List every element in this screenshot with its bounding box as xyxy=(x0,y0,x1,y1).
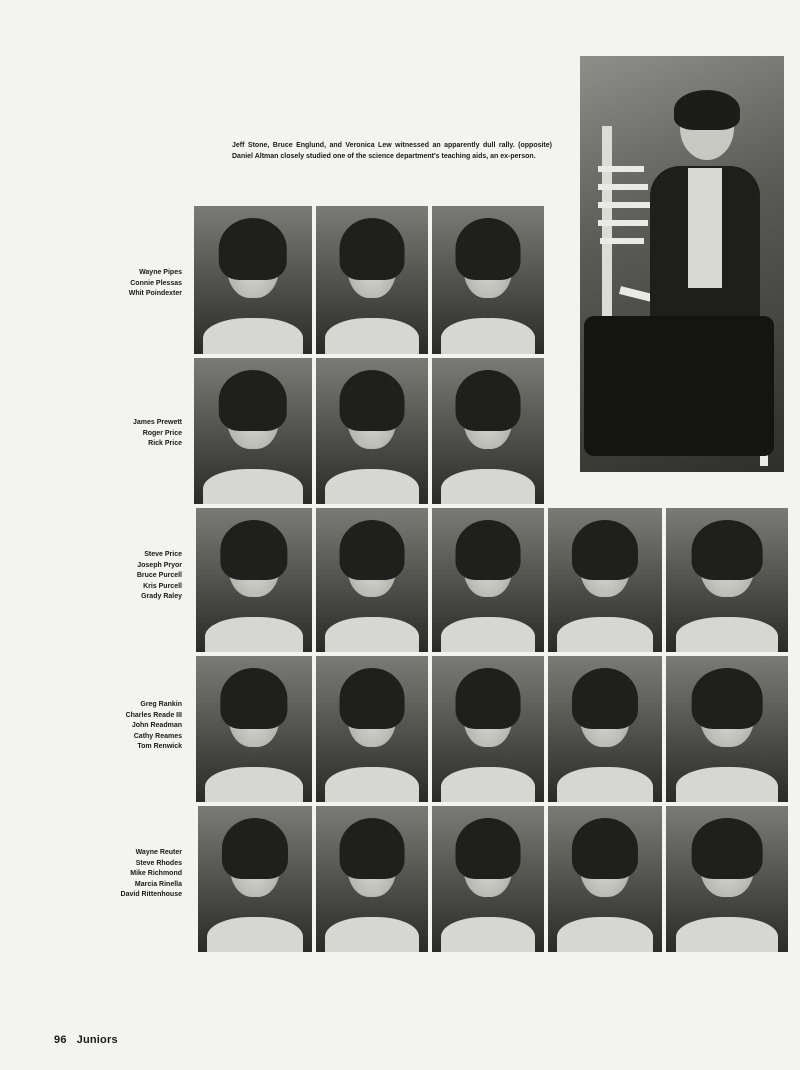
portrait-photo xyxy=(196,508,312,652)
portrait-photo xyxy=(316,206,428,354)
portrait-photo xyxy=(194,358,312,504)
name-list-row-5 xyxy=(62,848,182,901)
student-name: James Prewett xyxy=(132,419,182,426)
portrait-photo xyxy=(432,806,544,952)
portrait-photo xyxy=(198,806,312,952)
section-title: Juniors xyxy=(76,1034,118,1046)
portrait-photo xyxy=(194,206,312,354)
page-number: 96 xyxy=(54,1034,67,1046)
student-name: Tom Renwick xyxy=(137,743,182,750)
portrait-photo xyxy=(432,206,544,354)
portrait-photo xyxy=(432,508,544,652)
student-name: John Readman xyxy=(131,722,182,729)
portrait-photo xyxy=(196,656,312,802)
student-name: Wayne Pipes xyxy=(139,269,182,276)
page-footer xyxy=(54,1034,128,1046)
student-name: Bruce Purcell xyxy=(136,572,182,579)
feature-photo xyxy=(580,56,784,472)
caption: Jeff Stone, Bruce Englund, and Veronica Lew witnessed an apparently dull rally. (opposite) Daniel Altman closely studied one of the science department's teaching aids, an ex-person. xyxy=(232,142,552,160)
student-name: David Rittenhouse xyxy=(120,891,182,898)
student-name: Marcia Rinella xyxy=(134,880,182,888)
portrait-photo xyxy=(666,656,788,802)
name-list-row-3 xyxy=(62,550,182,603)
portrait-photo xyxy=(548,508,662,652)
portrait-photo xyxy=(666,806,788,952)
student-name: Connie Plessas xyxy=(130,279,182,287)
student-name: Steve Rhodes xyxy=(135,859,182,867)
portrait-photo xyxy=(548,806,662,952)
portrait-photo xyxy=(316,806,428,952)
student-name: Wayne Reuter xyxy=(135,849,182,856)
portrait-photo xyxy=(548,656,662,802)
student-name: Whit Poindexter xyxy=(128,290,182,297)
student-name: Roger Price xyxy=(142,429,182,437)
student-name: Mike Richmond xyxy=(130,870,182,877)
student-name: Greg Rankin xyxy=(140,701,182,708)
student-name: Cathy Reames xyxy=(133,732,182,740)
name-list-row-2 xyxy=(62,418,182,450)
student-name: Kris Purcell xyxy=(143,582,182,590)
student-name: Grady Raley xyxy=(141,593,182,600)
student-name: Charles Reade III xyxy=(125,711,182,719)
portrait-photo xyxy=(666,508,788,652)
student-name: Rick Price xyxy=(148,440,182,447)
portrait-photo xyxy=(316,358,428,504)
student-name: Joseph Pryor xyxy=(137,561,182,569)
portrait-photo xyxy=(432,656,544,802)
student-name: Steve Price xyxy=(144,551,182,558)
name-list-row-4 xyxy=(62,700,182,753)
portrait-photo xyxy=(316,508,428,652)
portrait-photo xyxy=(316,656,428,802)
portrait-photo xyxy=(432,358,544,504)
name-list-row-1 xyxy=(62,268,182,300)
